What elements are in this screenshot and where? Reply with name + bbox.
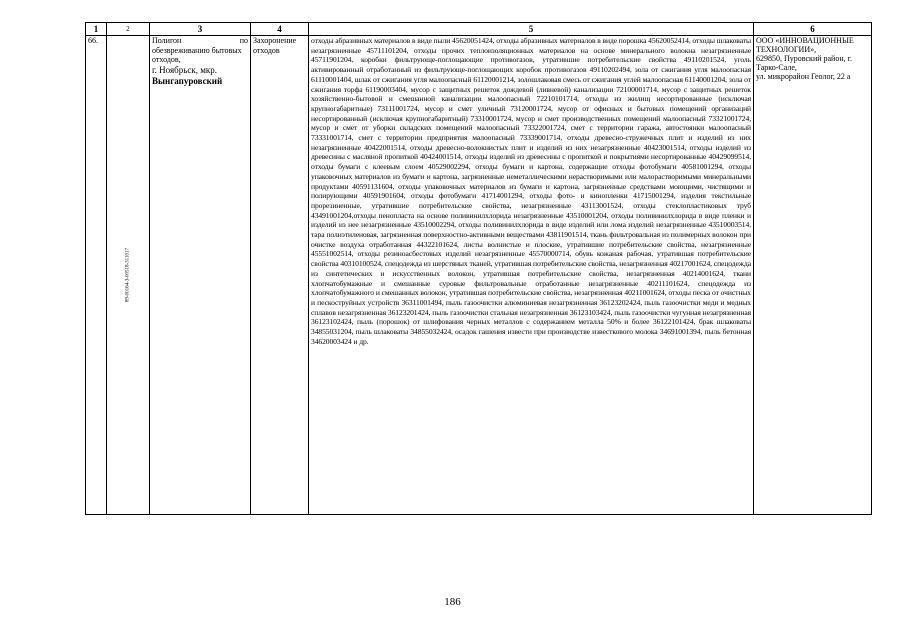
header-cell-3: 3 (150, 23, 251, 36)
purpose-cell: Захоронение отходов (251, 36, 309, 515)
waste-list-cell: отходы абразивных материалов в виде пыли 45620051424, отходы абразивных материалов в виде порошка 45620052414, отходы шлаковаты незагрязненные 45711101204, отходы прочих теплоизоляционных материалов на основе минерального волокна незагрязненные 45711901204, коробки фильтрующе-поглощающие противогазов, утратившие потребительские свойства 49110201524, уголь активированный отработанный из фильтрующе-поглощающих коробок противогазов 49110202494, зола от сжигания угля малоопасная 61110001404, шлак от сжигания угля малоопасный 61120001214, золошлаковая смесь от сжигания углей малоопасная 61140001204, зола от сжигания торфа 61190003404, мусор с защитных решеток дождевой (ливневой) канализации 72100001714, мусор с защитных решеток хозяйственно-бытовой и смешанной канализации малоопасный 72210101714, отходы из жилищ несортированные (исключая крупногабаритные) 73111001724, мусор и смет уличный 73120001724, мусор от офисных и бытовых помещений организаций несортированный (исключая крупногабаритный) 73310001724, мусор и смет производственных помещений малоопасный 73321001724, мусор и смет от уборки складских помещений малоопасный 73322001724, смет с территории гаража, автостоянки малоопасный 73331001714, смет с территории предприятия малоопасный 73339001714, отходы древесно-стружечных плит и изделий из них незагрязненные 40422001514, отходы древесно-волокнистых плит и изделий из них незагрязненные 40423001514, отходы изделий из древесины с масляной пропиткой 40424001514, отходы изделий из древесины с пропиткой и покрытиями несортированные 40429099514, отходы бумаги с клеевым слоем 40529002294, отходы бумаги и картона, содержащие отходы фотобумаги 40581001294, отходы упаковочных материалов из бумаги и картона, загрязненные неметаллическими нерастворимыми или малорастворимыми минеральными продуктами 40591131604, отходы упаковочных материалов из бумаги и картона, загрязненные средствами моющими, чистящими и полирующими 40591901604, отходы фотобумаги 41714001294, отходы фото- и кинопленки 41715001294, изделия текстильные прорезиненные, утратившие потребительские свойства, незагрязненные 43113001524, отходы стеклопластиковых труб 43491001204,отходы пенопласта на основе поливинилхлорида незагрязненные 43510001204, отходы поливинилхлорида в виде пленки и изделий из нее незагрязненные 43510002294, отходы поливинилхлорида в виде изделий или лома изделий незагрязненные 43510003514, тара полиэтиленовая, загрязненная поверхностно-активными веществами 43811901514, ткань фильтровальная из полимерных волокон при очистке воздуха отработанная 44322101624, листы волнистые и плоские, утратившие потребительские свойства, незагрязненные 45551002514, отходы резиноасбестовых изделий незагрязненные 45570000714, обувь кожаная рабочая, утратившая потребительские свойства 40310100524, спецодежда из шерстяных тканей, утратившая потребительские свойства, незагрязненная 40217001624, спецодежда из синтетических и искусственных волокон, утратившая потребительские свойства, незагрязненная 40214001624, ткани хлопчатобумажные и смешанные суровые фильтровальные отработанные незагрязненные 40211101624, спецодежда из хлопчатобумажного и смешанных волокон, утратившая потребительские свойства, незагрязненная 40211001624, отходы песка от очистных и пескоструйных устройств 36311001494, пыль газоочистки алюминиевая незагрязненная 36123202424, пыль газоочистки меди и медных сплавов незагрязненная 36123201424, пыль газоочистки стальная незагрязненная 36123103424, пыль газоочистки чугунная незагрязненная 36123102424, пыль (порошок) от шлифования черных металлов с содержанием металла 50% и более 36122101424, брак шлаковаты 34855031204, пыль шлаковаты 34855032424, осадок гашения извести при производстве известкового молока 34691001394, пыль бетонная 34620003424 и др. (309, 36, 754, 515)
registration-code: 89-00164-З-00518-311017 (125, 248, 131, 302)
object-type-first-line (152, 36, 248, 46)
object-type-word: Полигон (152, 36, 182, 45)
operator-address-line1: 629850, Пуровский район, г. Тарко-Сале, (756, 54, 852, 72)
object-location-city: г. Ноябрьск, мкр. (152, 64, 218, 75)
object-cell (150, 36, 251, 515)
object-type-rest: обезвреживанию бытовых отходов, (152, 45, 242, 64)
header-cell-1: 1 (86, 23, 107, 36)
header-row (86, 23, 872, 36)
register-table (85, 22, 872, 515)
row-number: 66. (86, 36, 107, 515)
table-row (86, 36, 872, 515)
operator-name: ООО «ИННОВАЦИОННЫЕ ТЕХНОЛОГИИ», (756, 36, 854, 54)
header-cell-6: 6 (754, 23, 872, 36)
page-number: 186 (444, 596, 461, 608)
header-cell-4: 4 (251, 23, 309, 36)
operator-cell (754, 36, 872, 515)
header-cell-2: 2 (107, 23, 150, 36)
header-cell-5: 5 (309, 23, 754, 36)
operator-address-line2: ул. микрорайон Геолог, 22 а (756, 72, 851, 81)
registration-code-cell (107, 36, 150, 515)
object-type-preposition: по (239, 36, 248, 45)
object-location-district: Вынгапуровский (152, 75, 223, 86)
